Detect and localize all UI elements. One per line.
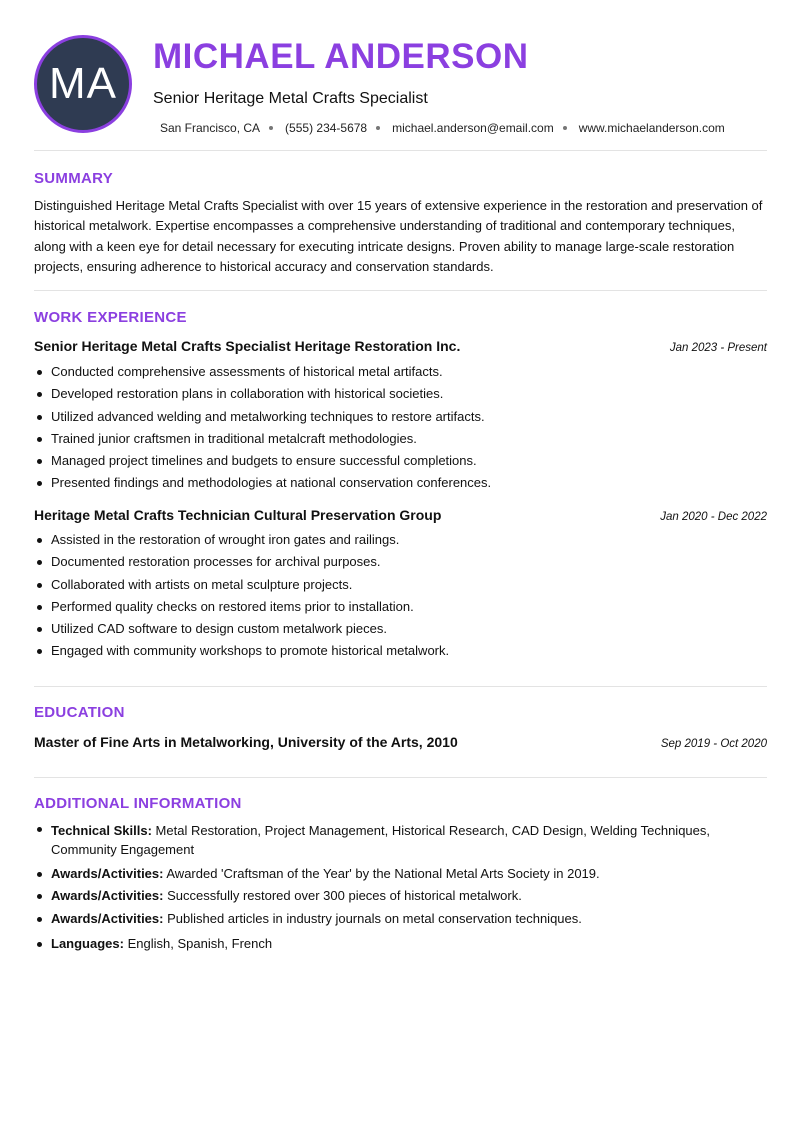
candidate-name: MICHAEL ANDERSON — [153, 37, 529, 76]
list-item: Engaged with community workshops to promote historical metalwork. — [34, 640, 767, 662]
list-item: Trained junior craftsmen in traditional metalcraft methodologies. — [34, 428, 767, 450]
work-experience-heading: WORK EXPERIENCE — [34, 309, 187, 326]
info-label: Languages: — [51, 935, 124, 951]
list-item — [34, 908, 767, 930]
list-item — [34, 863, 767, 885]
additional-info-list — [34, 819, 767, 955]
list-item: Developed restoration plans in collaboration with historical societies. — [34, 383, 767, 405]
list-item: Performed quality checks on restored items prior to installation. — [34, 596, 767, 618]
additional-info-heading: ADDITIONAL INFORMATION — [34, 795, 242, 812]
summary-text: Distinguished Heritage Metal Crafts Specialist with over 15 years of extensive experience in the restoration and preservation of historical metalwork. Expertise encompasses a comprehensive understanding of traditional and contemporary techniques, along with a keen eye for detail necessary for executing intricate designs. Proven ability to manage large-scale restoration projects, ensuring adherence to historical accuracy and conservation standards. — [34, 198, 763, 274]
degree: Master of Fine Arts in Metalworking, University of the Arts, 2010 — [34, 734, 458, 750]
separator-dot — [269, 126, 273, 130]
contact-email[interactable]: michael.anderson@email.com — [392, 121, 554, 135]
job-title: Senior Heritage Metal Crafts Specialist — [153, 90, 428, 107]
separator-dot — [376, 126, 380, 130]
job-bullets — [34, 529, 767, 663]
list-item — [34, 933, 767, 955]
list-item: Utilized CAD software to design custom metalwork pieces. — [34, 618, 767, 640]
info-text: Metal Restoration, Project Management, Historical Research, CAD Design, Welding Techniques, Community Engagement — [51, 823, 710, 857]
info-label: Awards/Activities: — [51, 888, 164, 904]
divider — [34, 686, 767, 687]
job-date: Jan 2020 - Dec 2022 — [660, 511, 767, 523]
separator-dot — [563, 126, 567, 130]
divider — [34, 777, 767, 778]
education-heading: EDUCATION — [34, 704, 125, 721]
contact-location: San Francisco, CA — [160, 121, 261, 135]
job-role: Heritage Metal Crafts Technician Cultural Preservation Group — [34, 507, 442, 523]
info-text: Published articles in industry journals on metal conservation techniques. — [167, 910, 582, 926]
job-role: Senior Heritage Metal Crafts Specialist Heritage Restoration Inc. — [34, 338, 461, 354]
job-bullets — [34, 361, 767, 495]
info-text: English, Spanish, French — [127, 935, 273, 951]
info-label: Awards/Activities: — [51, 910, 164, 926]
avatar — [34, 35, 132, 133]
list-item: Assisted in the restoration of wrought iron gates and railings. — [34, 529, 767, 551]
contact-website[interactable]: www.michaelanderson.com — [578, 121, 725, 135]
contact-line — [160, 120, 725, 136]
job-header — [34, 506, 767, 526]
list-item: Presented findings and methodologies at national conservation conferences. — [34, 472, 767, 494]
avatar-initials: MA — [49, 59, 117, 108]
education-date: Sep 2019 - Oct 2020 — [660, 738, 767, 750]
list-item: Documented restoration processes for archival purposes. — [34, 551, 767, 573]
list-item — [34, 819, 767, 863]
list-item: Conducted comprehensive assessments of historical metal artifacts. — [34, 361, 767, 383]
contact-phone: (555) 234-5678 — [285, 121, 368, 135]
list-item — [34, 885, 767, 907]
list-item: Utilized advanced welding and metalworking techniques to restore artifacts. — [34, 406, 767, 428]
list-item: Managed project timelines and budgets to ensure successful completions. — [34, 450, 767, 472]
divider — [34, 290, 767, 291]
job-header — [34, 337, 767, 357]
job-date: Jan 2023 - Present — [669, 342, 767, 354]
summary-heading: SUMMARY — [34, 170, 114, 187]
divider — [34, 150, 767, 151]
list-item: Collaborated with artists on metal sculpture projects. — [34, 574, 767, 596]
education-entry — [34, 733, 767, 753]
info-label: Awards/Activities: — [51, 866, 164, 881]
info-text: Successfully restored over 300 pieces of historical metalwork. — [167, 888, 522, 904]
info-text: Awarded 'Craftsman of the Year' by the National Metal Arts Society in 2019. — [166, 866, 600, 881]
info-label: Technical Skills: — [51, 823, 152, 838]
